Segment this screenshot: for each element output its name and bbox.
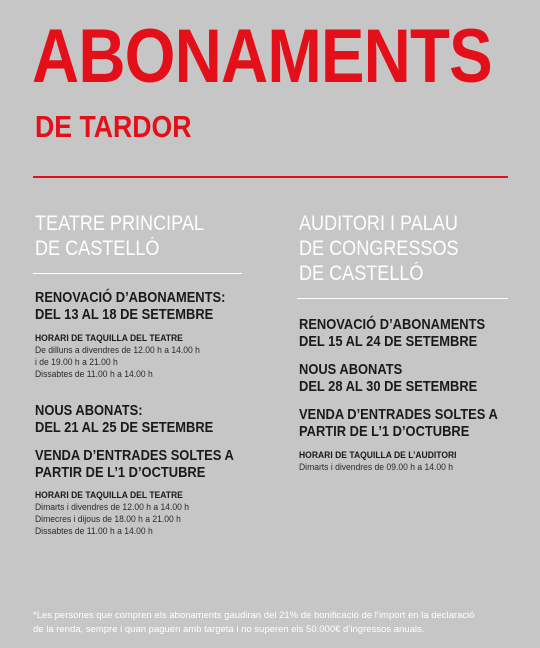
renewal-heading: RENOVACIÓ D’ABONAMENTS: — [35, 289, 226, 306]
venue-name-line: DE CASTELLÓ — [299, 262, 424, 285]
white-divider — [297, 298, 508, 299]
box-office-hours-line: De dilluns a divendres de 12.00 h a 14.00 h — [35, 345, 200, 356]
ticket-sale-date: PARTIR DE L’1 D’OCTUBRE — [299, 423, 470, 440]
new-subscribers-heading: NOUS ABONATS: — [35, 402, 143, 419]
page-subtitle: DE TARDOR — [35, 109, 192, 144]
new-subscribers-dates: DEL 21 AL 25 DE SETEMBRE — [35, 419, 214, 436]
box-office-hours-line: Dimecres i dijous de 18.00 h a 21.00 h — [35, 514, 181, 525]
red-divider — [33, 176, 508, 178]
page-title: ABONAMENTS — [32, 14, 492, 99]
white-divider — [33, 273, 242, 274]
ticket-sale-heading: VENDA D’ENTRADES SOLTES A — [35, 447, 234, 464]
box-office-hours-line: Dissabtes de 11.00 h a 14.00 h — [35, 526, 153, 537]
new-subscribers-dates: DEL 28 AL 30 DE SETEMBRE — [299, 378, 478, 395]
ticket-sale-date: PARTIR DE L’1 D’OCTUBRE — [35, 464, 206, 481]
renewal-dates: DEL 15 AL 24 DE SETEMBRE — [299, 333, 478, 350]
box-office-hours-line: Dimarts i divendres de 09.00 h a 14.00 h — [299, 462, 453, 473]
renewal-dates: DEL 13 AL 18 DE SETEMBRE — [35, 306, 214, 323]
footnote-line: de la renda, sempre i quan paguen amb targeta i no superen els 50.000€ d’ingressos anuals. — [33, 624, 425, 635]
new-subscribers-heading: NOUS ABONATS — [299, 361, 403, 378]
venue-name-line: TEATRE PRINCIPAL — [35, 212, 204, 235]
footnote — [33, 609, 513, 637]
ticket-sale-heading: VENDA D’ENTRADES SOLTES A — [299, 406, 498, 423]
box-office-hours-line: i de 19.00 h a 21.00 h — [35, 357, 118, 368]
footnote-line: *Les persones que compren els abonaments gaudiran del 21% de bonificació de l’import en la declaració — [33, 610, 475, 621]
box-office-hours-line: Dissabtes de 11.00 h a 14.00 h — [35, 369, 153, 380]
renewal-heading: RENOVACIÓ D’ABONAMENTS — [299, 316, 486, 333]
venue-name-line: AUDITORI I PALAU — [299, 212, 458, 235]
box-office-hours-line: Dimarts i divendres de 12.00 h a 14.00 h — [35, 502, 189, 513]
box-office-hours-title: HORARI DE TAQUILLA DEL TEATRE — [35, 490, 183, 501]
box-office-hours-title: HORARI DE TAQUILLA DE L’AUDITORI — [299, 450, 457, 461]
venue-name-line: DE CASTELLÓ — [35, 237, 160, 260]
venue-name-line: DE CONGRESSOS — [299, 237, 459, 260]
box-office-hours-title: HORARI DE TAQUILLA DEL TEATRE — [35, 333, 183, 344]
